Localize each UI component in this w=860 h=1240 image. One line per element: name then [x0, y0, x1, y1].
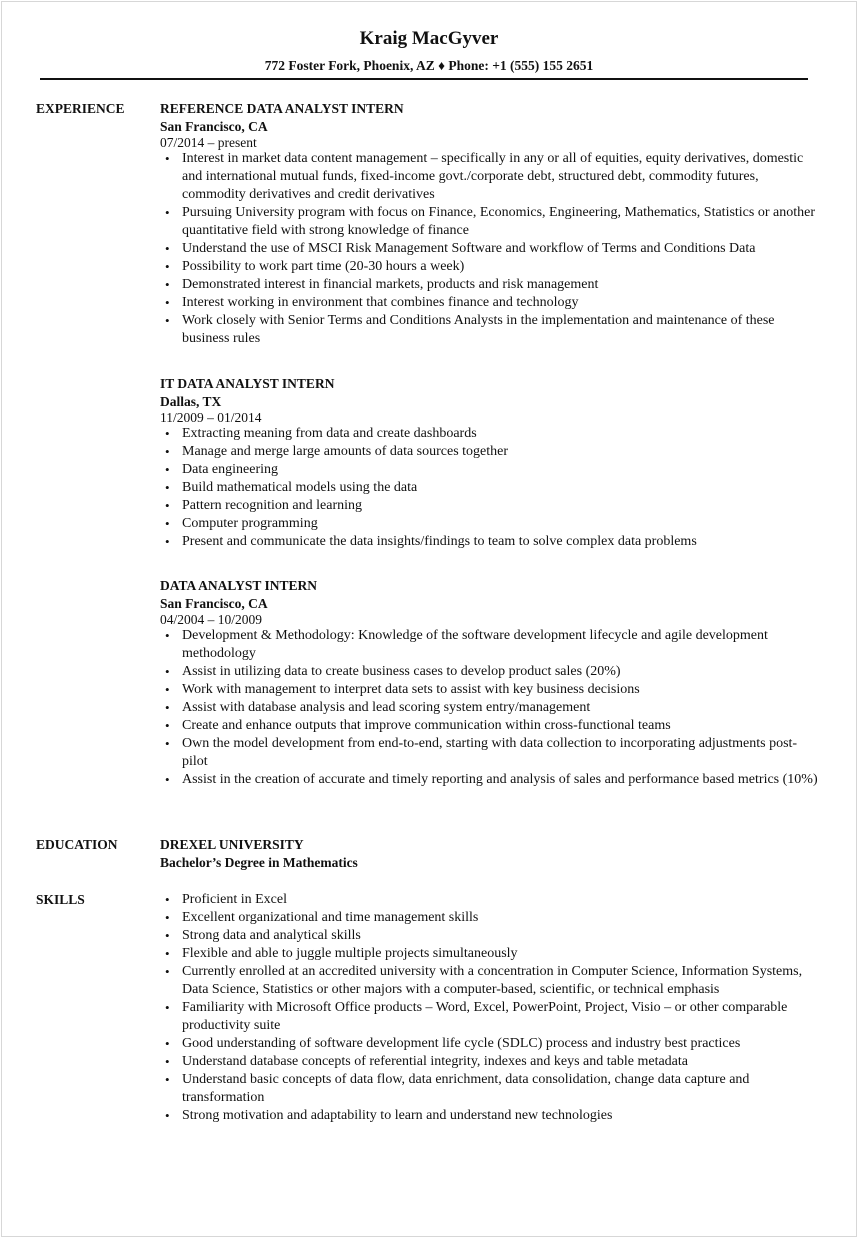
resume-page [1, 1, 857, 1237]
experience-label: EXPERIENCE [36, 101, 125, 116]
list-item: • Assist in the creation of accurate and timely reporting and analysis of sales and performance based metrics (10%) [160, 771, 820, 789]
list-item: • Assist in utilizing data to create business cases to develop product sales (20%) [160, 663, 820, 681]
list-item: • Own the model development from end-to-end, starting with data collection to incorporating adjustments post-pilot [160, 735, 820, 771]
education-entry [160, 836, 820, 872]
list-item: • Strong data and analytical skills [160, 927, 820, 945]
skills-list [160, 891, 820, 1125]
list-item: • Proficient in Excel [160, 891, 820, 909]
education-label: EDUCATION [36, 837, 118, 852]
list-item: • Manage and merge large amounts of data sources together [160, 443, 820, 461]
list-item: • Development & Methodology: Knowledge of the software development lifecycle and agile development methodology [160, 627, 820, 663]
job-bullets [160, 627, 820, 789]
list-item: • Interest in market data content management – specifically in any or all of equities, equity derivatives, domestic and international mutual funds, fixed-income govt./corporate debt, structured debt, commodity futures, commodity derivatives and credit derivatives [160, 150, 820, 204]
resume-header [2, 28, 856, 74]
list-item: • Interest working in environment that combines finance and technology [160, 294, 820, 312]
list-item: • Build mathematical models using the data [160, 479, 820, 497]
list-item: • Flexible and able to juggle multiple projects simultaneously [160, 945, 820, 963]
skills-label: SKILLS [36, 892, 85, 907]
list-item: • Pattern recognition and learning [160, 497, 820, 515]
list-item: • Computer programming [160, 515, 820, 533]
job-entry [160, 577, 820, 789]
header-divider [40, 78, 808, 80]
list-item: • Pursuing University program with focus on Finance, Economics, Engineering, Mathematics, Statistics or another quantitative field with strong knowledge of finance [160, 204, 820, 240]
job-dates: 07/2014 – present [160, 135, 257, 150]
list-item: • Present and communicate the data insights/findings to team to solve complex data problems [160, 533, 820, 551]
list-item: • Assist with database analysis and lead scoring system entry/management [160, 699, 820, 717]
job-dates: 04/2004 – 10/2009 [160, 612, 263, 627]
list-item: • Extracting meaning from data and create dashboards [160, 425, 820, 443]
job-entry [160, 100, 820, 348]
job-entry [160, 375, 820, 551]
contact-line: 772 Foster Fork, Phoenix, AZ ♦ Phone: +1 (555) 155 2651 [264, 58, 594, 73]
list-item: • Work with management to interpret data sets to assist with key business decisions [160, 681, 820, 699]
job-title: IT DATA ANALYST INTERN [160, 376, 335, 391]
list-item: • Understand basic concepts of data flow, data enrichment, data consolidation, change data capture and transformation [160, 1071, 820, 1107]
job-dates: 11/2009 – 01/2014 [160, 410, 262, 425]
candidate-name: Kraig MacGyver [359, 28, 499, 49]
list-item: • Understand the use of MSCI Risk Management Software and workflow of Terms and Conditions Data [160, 240, 820, 258]
degree: Bachelor’s Degree in Mathematics [160, 855, 358, 870]
job-bullets [160, 425, 820, 551]
list-item: • Create and enhance outputs that improve communication within cross-functional teams [160, 717, 820, 735]
job-title: DATA ANALYST INTERN [160, 578, 318, 593]
job-location: San Francisco, CA [160, 119, 268, 134]
list-item: • Understand database concepts of referential integrity, indexes and keys and table metadata [160, 1053, 820, 1071]
job-location: San Francisco, CA [160, 596, 268, 611]
list-item: • Data engineering [160, 461, 820, 479]
list-item: • Possibility to work part time (20-30 hours a week) [160, 258, 820, 276]
skill-bullets [160, 891, 820, 1125]
list-item: • Currently enrolled at an accredited university with a concentration in Computer Science, Information Systems, Data Science, Statistics or other majors with a computer-based, scientific, or technical emphasis [160, 963, 820, 999]
school-name: DREXEL UNIVERSITY [160, 837, 304, 852]
list-item: • Work closely with Senior Terms and Conditions Analysts in the implementation and maintenance of these business rules [160, 312, 820, 348]
list-item: • Good understanding of software development life cycle (SDLC) process and industry best practices [160, 1035, 820, 1053]
list-item: • Strong motivation and adaptability to learn and understand new technologies [160, 1107, 820, 1125]
job-bullets [160, 150, 820, 348]
list-item: • Familiarity with Microsoft Office products – Word, Excel, PowerPoint, Project, Visio – or other comparable productivity suite [160, 999, 820, 1035]
job-title: REFERENCE DATA ANALYST INTERN [160, 101, 404, 116]
job-location: Dallas, TX [160, 394, 222, 409]
list-item: • Excellent organizational and time management skills [160, 909, 820, 927]
list-item: • Demonstrated interest in financial markets, products and risk management [160, 276, 820, 294]
